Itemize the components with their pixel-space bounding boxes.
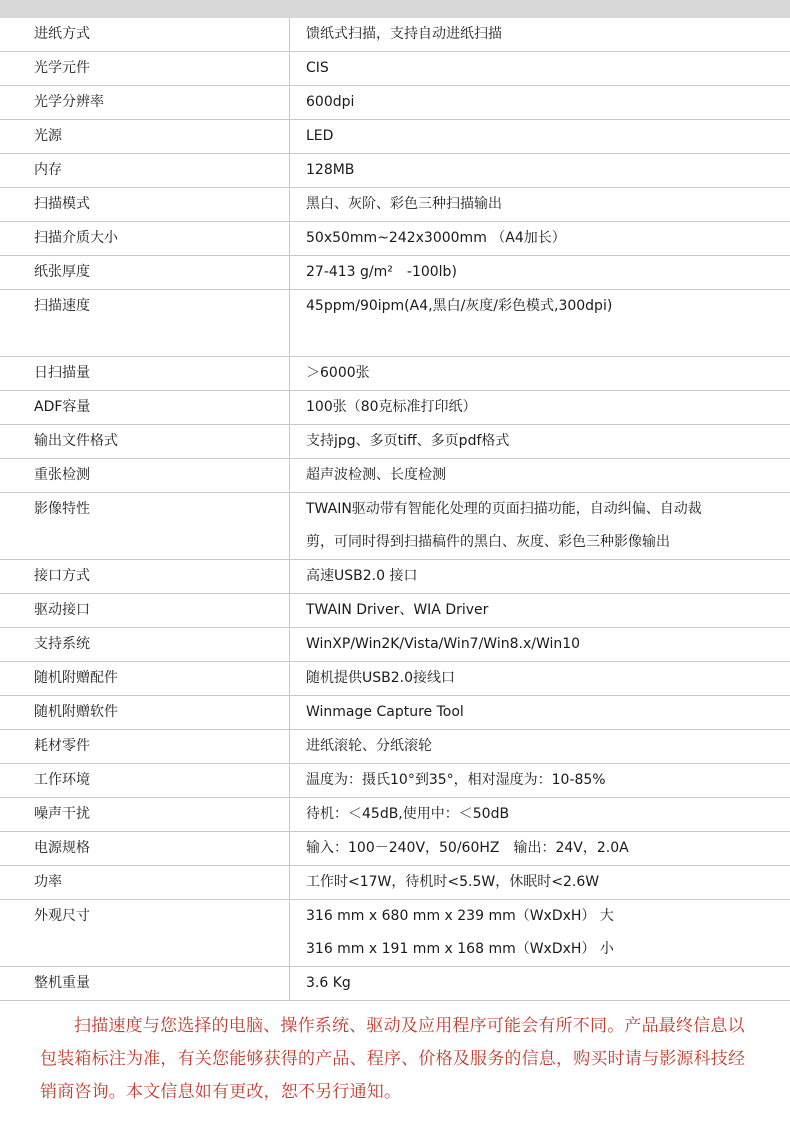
spec-value	[290, 798, 790, 831]
spec-row	[0, 290, 790, 357]
spec-row	[0, 866, 790, 900]
spec-value-line: 316 mm x 680 mm x 239 mm（WxDxH） 大	[306, 908, 614, 924]
spec-value	[290, 154, 790, 187]
spec-value	[290, 967, 790, 1000]
spec-row	[0, 86, 790, 120]
spec-row	[0, 154, 790, 188]
spec-label	[0, 560, 290, 593]
spec-value	[290, 18, 790, 51]
spec-value-line: 黑白、灰阶、彩色三种扫描输出	[306, 196, 502, 212]
spec-label-text: 随机附赠软件	[34, 704, 118, 720]
spec-row	[0, 52, 790, 86]
spec-label-text: 驱动接口	[34, 602, 90, 618]
spec-value	[290, 866, 790, 899]
spec-label-text: 日扫描量	[34, 365, 90, 381]
spec-value	[290, 256, 790, 289]
spec-value	[290, 52, 790, 85]
spec-value	[290, 86, 790, 119]
spec-value-line: 馈纸式扫描，支持自动进纸扫描	[306, 26, 502, 42]
spec-value	[290, 425, 790, 458]
spec-label-text: 光源	[34, 128, 62, 144]
spec-row	[0, 357, 790, 391]
spec-label-text: 接口方式	[34, 568, 90, 584]
spec-label	[0, 798, 290, 831]
spec-value	[290, 900, 790, 966]
spec-row	[0, 493, 790, 560]
spec-label	[0, 391, 290, 424]
spec-value-line: 剪，可同时得到扫描稿件的黑白、灰度、彩色三种影像输出	[306, 534, 670, 550]
spec-label-text: 进纸方式	[34, 26, 90, 42]
spec-label	[0, 222, 290, 255]
spec-label-text: 支持系统	[34, 636, 90, 652]
spec-row	[0, 391, 790, 425]
spec-value-line: 45ppm/90ipm(A4,黑白/灰度/彩色模式,300dpi)	[306, 298, 613, 314]
spec-label	[0, 662, 290, 695]
spec-value-line: LED	[306, 128, 334, 144]
spec-value-line	[306, 323, 790, 356]
spec-label-text: 光学元件	[34, 60, 90, 76]
spec-row	[0, 459, 790, 493]
spec-value	[290, 832, 790, 865]
spec-label	[0, 594, 290, 627]
spec-label	[0, 459, 290, 492]
spec-label	[0, 154, 290, 187]
spec-label-text: 重张检测	[34, 467, 90, 483]
spec-label-text: 随机附赠配件	[34, 670, 118, 686]
spec-value-line: 待机：＜45dB,使用中：＜50dB	[306, 806, 510, 822]
spec-value	[290, 391, 790, 424]
spec-value-line: TWAIN Driver、WIA Driver	[306, 602, 489, 618]
spec-row	[0, 222, 790, 256]
spec-value	[290, 764, 790, 797]
spec-label	[0, 18, 290, 51]
top-bar	[0, 0, 790, 18]
spec-value-line: ＞6000张	[306, 365, 370, 381]
spec-value-line: WinXP/Win2K/Vista/Win7/Win8.x/Win10	[306, 636, 581, 652]
spec-value	[290, 662, 790, 695]
spec-label-text: 扫描模式	[34, 196, 90, 212]
spec-value	[290, 730, 790, 763]
spec-row	[0, 256, 790, 290]
spec-label	[0, 967, 290, 1000]
spec-label-text: 纸张厚度	[34, 264, 90, 280]
spec-value-line: 128MB	[306, 162, 355, 178]
spec-value	[290, 120, 790, 153]
spec-value-line: 50x50mm~242x3000mm （A4加长）	[306, 230, 566, 246]
spec-label-text: 内存	[34, 162, 62, 178]
spec-label	[0, 290, 290, 356]
spec-label	[0, 188, 290, 221]
spec-label-text: 外观尺寸	[34, 908, 90, 924]
spec-label	[0, 628, 290, 661]
spec-label-text: 耗材零件	[34, 738, 90, 754]
spec-value-line: 输入：100－240V，50/60HZ 输出：24V，2.0A	[306, 840, 629, 856]
spec-label-text: 输出文件格式	[34, 433, 118, 449]
spec-row	[0, 967, 790, 1001]
spec-label	[0, 730, 290, 763]
spec-row	[0, 730, 790, 764]
spec-row	[0, 764, 790, 798]
spec-row	[0, 900, 790, 967]
spec-label-text: 光学分辨率	[34, 94, 104, 110]
spec-label-text: 功率	[34, 874, 62, 890]
spec-label	[0, 696, 290, 729]
spec-value	[290, 290, 790, 356]
spec-label-text: 扫描速度	[34, 298, 90, 314]
spec-value-line: 3.6 Kg	[306, 975, 351, 991]
spec-label-text: 整机重量	[34, 975, 90, 991]
spec-label	[0, 493, 290, 559]
spec-label	[0, 357, 290, 390]
spec-value	[290, 628, 790, 661]
spec-label	[0, 866, 290, 899]
spec-value-line: 高速USB2.0 接口	[306, 568, 418, 584]
spec-row	[0, 18, 790, 52]
spec-row	[0, 560, 790, 594]
spec-value-line: 进纸滚轮、分纸滚轮	[306, 738, 432, 754]
spec-value-line: 支持jpg、多页tiff、多页pdf格式	[306, 433, 510, 449]
spec-value	[290, 222, 790, 255]
spec-value	[290, 357, 790, 390]
spec-value	[290, 188, 790, 221]
spec-row	[0, 798, 790, 832]
spec-label	[0, 120, 290, 153]
spec-label	[0, 86, 290, 119]
spec-value-line: 600dpi	[306, 94, 355, 110]
spec-value-line: 27-413 g/m² -100lb)	[306, 264, 457, 280]
spec-value	[290, 696, 790, 729]
spec-value-line: TWAIN驱动带有智能化处理的页面扫描功能，自动纠偏、自动裁	[306, 501, 702, 517]
spec-label-text: 扫描介质大小	[34, 230, 118, 246]
spec-label	[0, 764, 290, 797]
spec-value-line: Winmage Capture Tool	[306, 704, 464, 720]
spec-label-text: 影像特性	[34, 501, 90, 517]
spec-value-line: 316 mm x 191 mm x 168 mm（WxDxH） 小	[306, 941, 614, 957]
spec-row	[0, 662, 790, 696]
spec-value-line: 工作时<17W，待机时<5.5W，休眠时<2.6W	[306, 874, 600, 890]
spec-value	[290, 493, 790, 559]
spec-label-text: 电源规格	[34, 840, 90, 856]
spec-label	[0, 832, 290, 865]
spec-label	[0, 256, 290, 289]
spec-row	[0, 628, 790, 662]
spec-value	[290, 560, 790, 593]
spec-row	[0, 188, 790, 222]
spec-label	[0, 900, 290, 966]
spec-label	[0, 425, 290, 458]
spec-label-text: 噪声干扰	[34, 806, 90, 822]
spec-label-text: 工作环境	[34, 772, 90, 788]
spec-value-line: 温度为：摄氏10°到35°，相对湿度为：10-85%	[306, 772, 606, 788]
spec-label	[0, 52, 290, 85]
spec-value	[290, 459, 790, 492]
spec-value-line: CIS	[306, 60, 329, 76]
spec-label-text: ADF容量	[34, 399, 91, 415]
spec-value-line: 随机提供USB2.0接线口	[306, 670, 456, 686]
spec-table	[0, 18, 790, 1001]
spec-value-line: 100张（80克标准打印纸）	[306, 399, 477, 415]
spec-row	[0, 120, 790, 154]
disclaimer-notice: 扫描速度与您选择的电脑、操作系统、驱动及应用程序可能会有所不同。产品最终信息以包装箱标注为准，有关您能够获得的产品、程序、价格及服务的信息，购买时请与影源科技经销商咨询。本文信息如有更改，恕不另行通知。	[40, 1016, 746, 1102]
spec-row	[0, 832, 790, 866]
spec-row	[0, 594, 790, 628]
spec-value	[290, 594, 790, 627]
spec-row	[0, 425, 790, 459]
spec-value-line: 超声波检测、长度检测	[306, 467, 446, 483]
spec-row	[0, 696, 790, 730]
